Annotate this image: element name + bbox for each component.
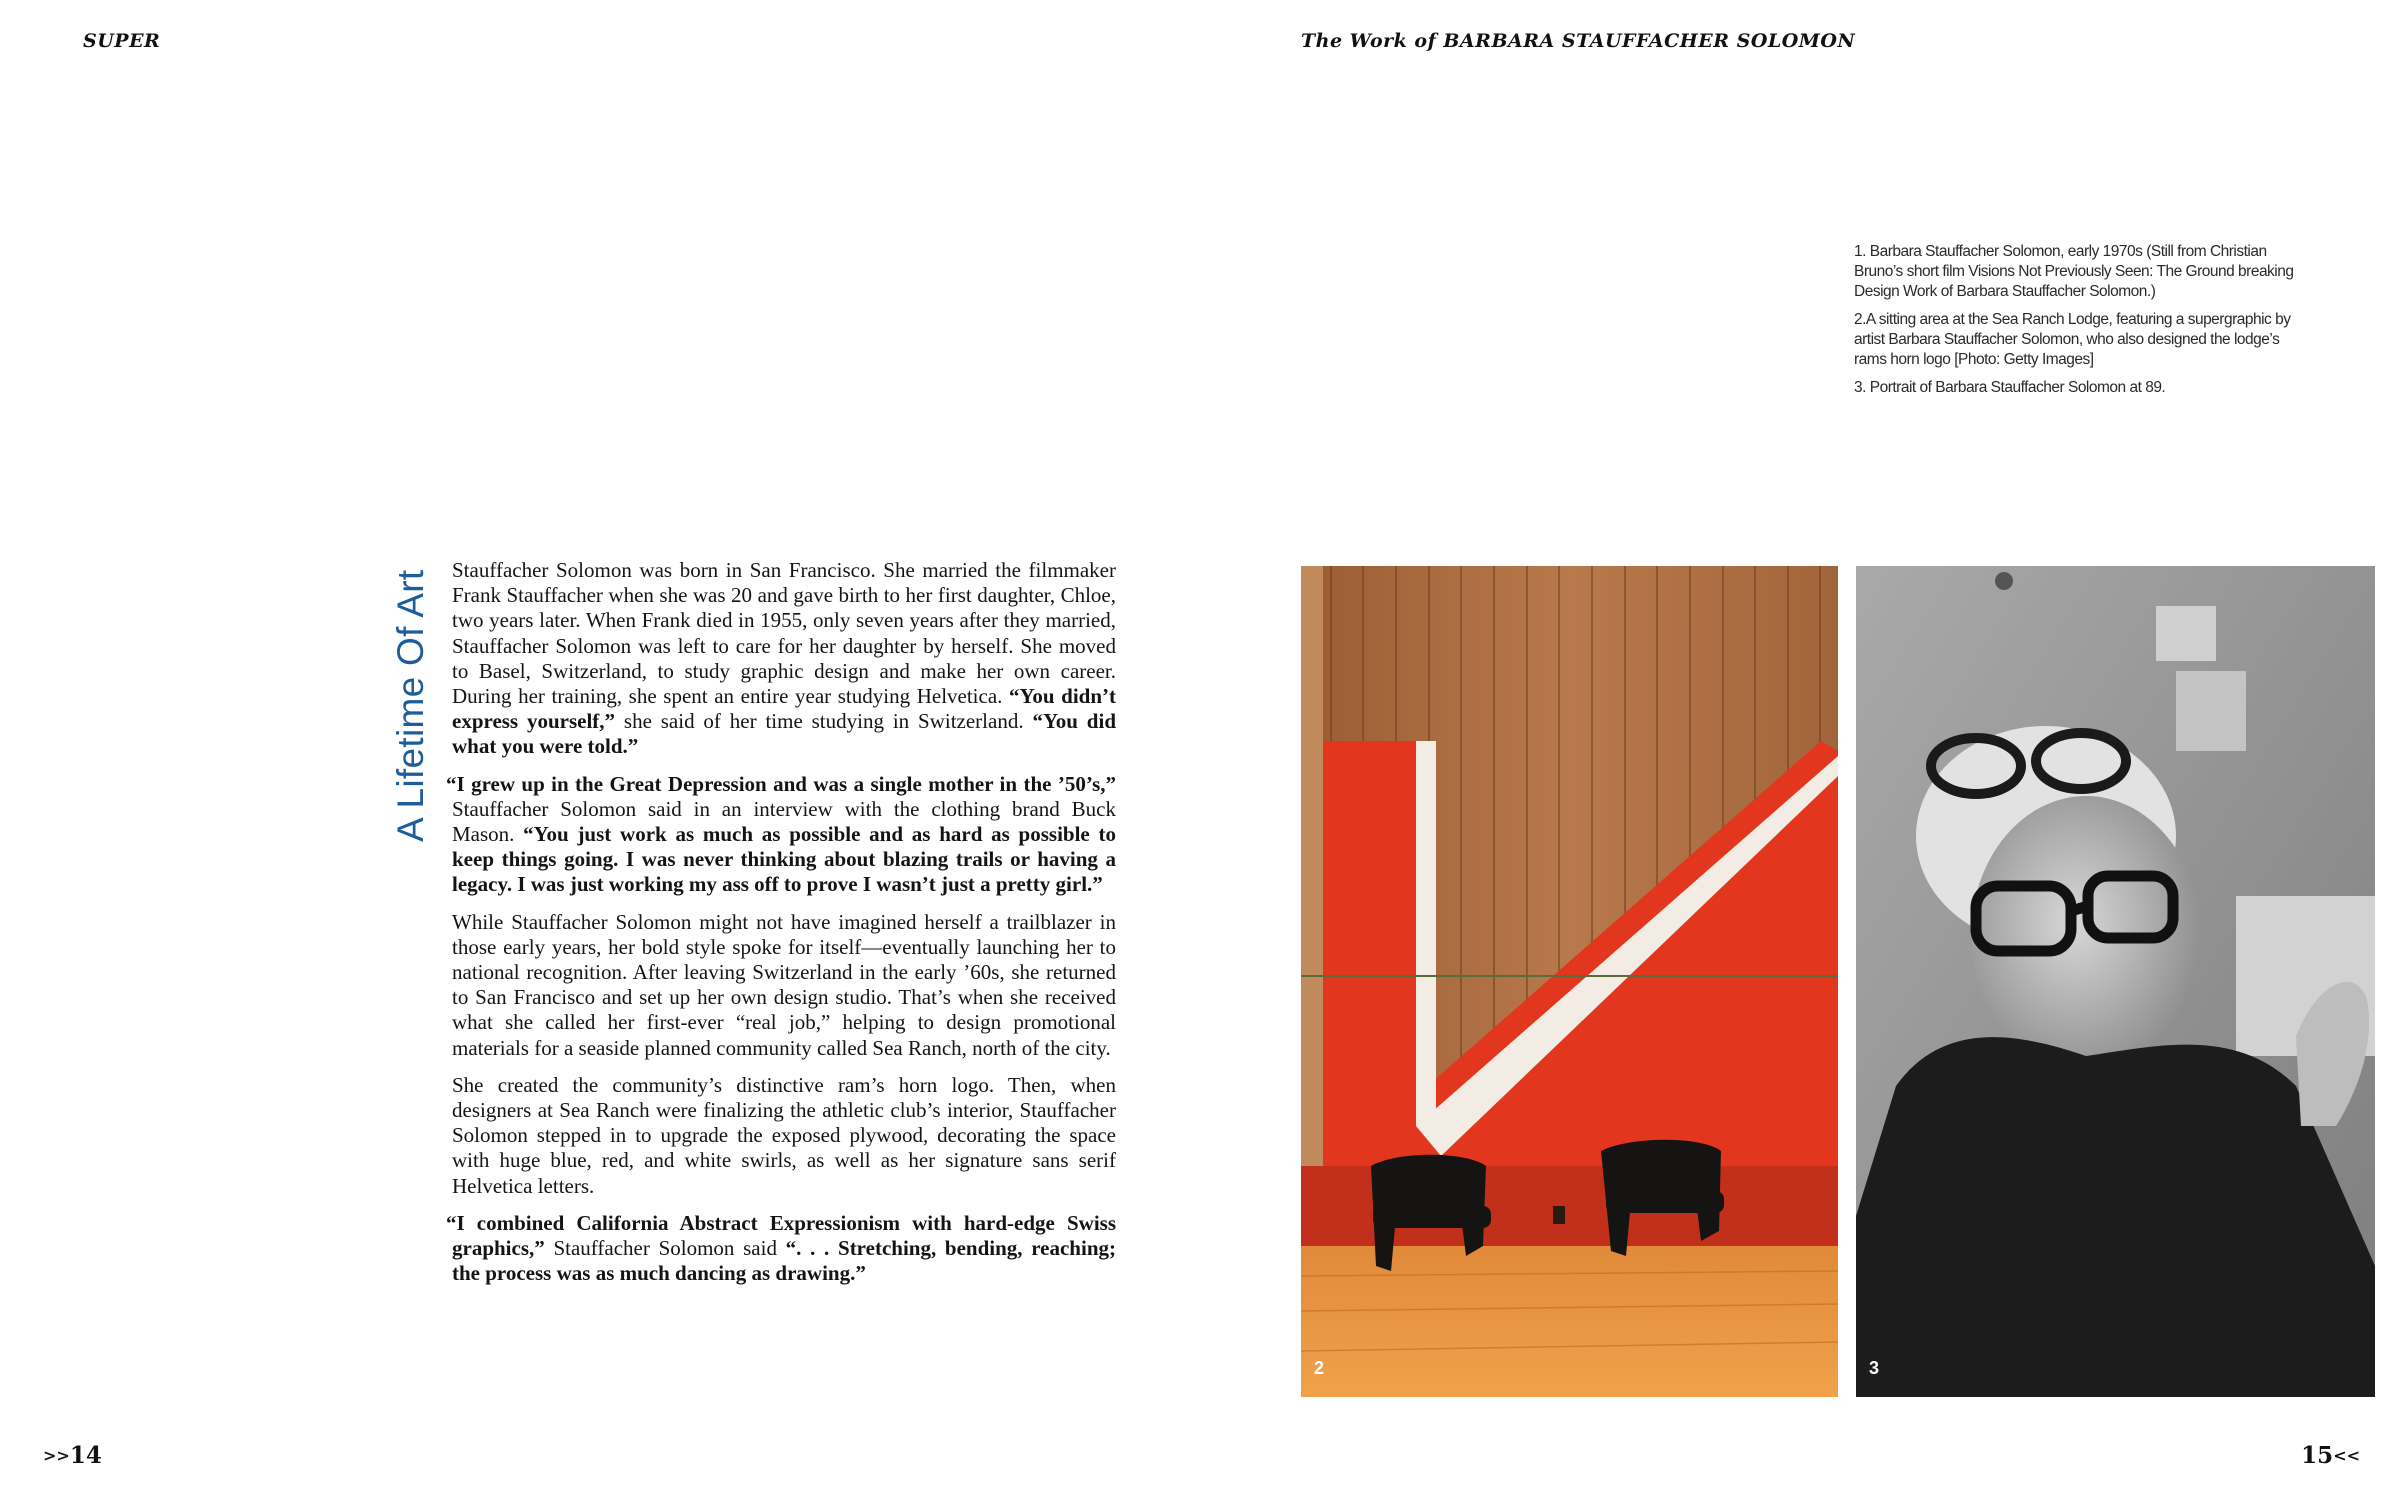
page-number-right xyxy=(2301,1442,2360,1469)
folio-number: 15 xyxy=(2301,1442,2334,1469)
pull-quote: “You did what you were told.” xyxy=(452,709,1117,759)
running-head-name: BARBARA STAUFFACHER SOLOMON xyxy=(1443,30,1856,52)
photo-number-3: 3 xyxy=(1869,1358,1880,1378)
paragraph-text: she said of her time studying in Switzerland. xyxy=(615,709,1033,734)
black-sweater xyxy=(1856,1037,2375,1397)
article-body xyxy=(446,558,1117,1298)
wall-outlet xyxy=(1553,1206,1565,1224)
portrait-illustration xyxy=(1856,566,2375,1397)
photo-sea-ranch-supergraphic xyxy=(1301,566,1838,1397)
supergraphic-illustration xyxy=(1301,566,1838,1397)
left-wall-edge xyxy=(1301,566,1323,1246)
article-paragraph-5 xyxy=(446,1210,1116,1287)
running-head-left: SUPER xyxy=(83,30,161,52)
pull-quote: “You didn’t express yourself,” xyxy=(452,684,1116,734)
wall-note xyxy=(2156,606,2216,661)
photo-number-2: 2 xyxy=(1314,1358,1325,1378)
page-number-left xyxy=(43,1442,102,1469)
paragraph-text: Stauffacher Solomon said xyxy=(544,1236,786,1261)
photo-captions xyxy=(1854,242,2299,406)
article-paragraph-4: She created the community’s distinctive ram’s horn logo. Then, when designers at Sea Ranch were finalizing the athletic club’s interior, Stauffacher Solomon stepped in to upgrade the exposed plywood, decorating the space with huge blue, red, and white swirls, as well as her signature sans serif Helvetica letters. xyxy=(452,1072,1116,1198)
white-stripe-vertical xyxy=(1416,741,1436,1126)
pull-quote: “. . . Stretching, bending, reaching; the process was as much dancing as drawing.” xyxy=(452,1236,1116,1286)
caption-1: 1. Barbara Stauffacher Solomon, early 1970s (Still from Christian Bruno’s short film Visions Not Previously Seen: The Ground breaking Design Work of Barbara Stauffacher Solomon.) xyxy=(1854,243,2294,300)
caption-3: 3. Portrait of Barbara Stauffacher Solomon at 89. xyxy=(1854,379,2166,396)
paragraph-text: Stauffacher Solomon was born in San Francisco. She married the filmmaker Frank Stauffacher when she was 20 and gave birth to her first daughter, Chloe, two years later. When Frank died in 1955, only seven years after they married, Stauffacher Solomon was left to care for her daughter by herself. She moved to Basel, Switzerland, to study graphic design and make her own career. During her training, she spent an entire year studying Helvetica. xyxy=(452,558,1116,709)
caption-2: 2.A sitting area at the Sea Ranch Lodge, featuring a supergraphic by artist Barbara Stauffacher Solomon, who also designed the lodge’s rams horn logo [Photo: Getty Images] xyxy=(1854,311,2291,368)
wall-hook xyxy=(1995,572,2013,590)
running-head-prefix: The Work of xyxy=(1301,30,1444,52)
pull-quote: “I combined California Abstract Expressionism with hard-edge Swiss graphics,” xyxy=(446,1210,1116,1261)
pull-quote: “You just work as much as possible and as hard as possible to keep things going. I was never thinking about blazing trails or having a legacy. I was just working my ass off to prove I wasn’t just a pretty girl.” xyxy=(452,822,1116,897)
photo-portrait xyxy=(1856,566,2375,1397)
pull-quote: “I grew up in the Great Depression and was a single mother in the ’50’s,” xyxy=(446,771,1116,796)
wall-note xyxy=(2176,671,2246,751)
article-paragraph-3: While Stauffacher Solomon might not have imagined herself a trailblazer in those early years, her bold style spoke for itself—eventually launching her to national recognition. After leaving Switzerland in the early ’60s, she returned to San Francisco and set up her own design studio. That’s when she received what she called her first-ever “real job,” helping to design promotional materials for a seaside planned community called Sea Ranch, north of the city. xyxy=(452,909,1116,1060)
article-paragraph-2 xyxy=(446,771,1116,898)
folio-arrows: >> xyxy=(43,1446,70,1465)
section-title: A Lifetime Of Art xyxy=(390,569,431,842)
wood-floor xyxy=(1301,1246,1838,1397)
paragraph-text: Stauffacher Solomon said in an interview with the clothing brand Buck Mason. xyxy=(452,796,1116,847)
folio-arrows: << xyxy=(2333,1446,2360,1465)
running-head-right xyxy=(1301,30,1855,52)
folio-number: 14 xyxy=(69,1442,102,1469)
article-paragraph-1 xyxy=(452,558,1116,760)
